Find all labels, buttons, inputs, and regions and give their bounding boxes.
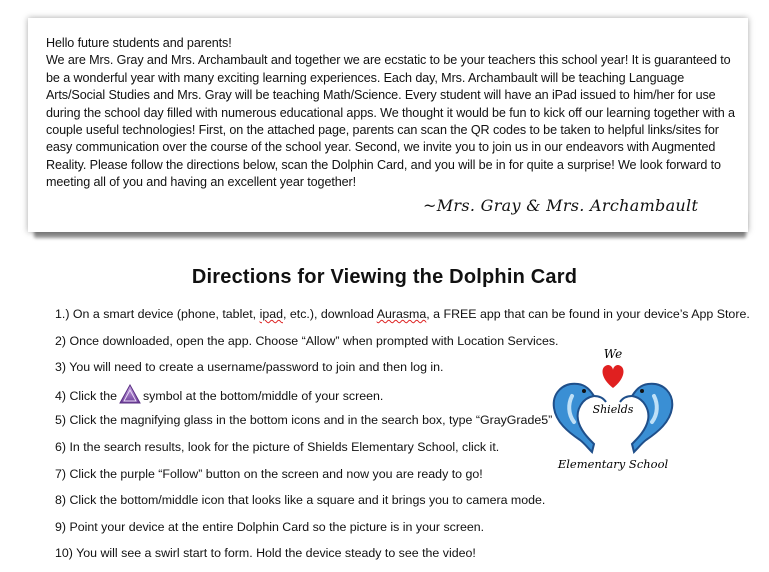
step-6: 6) In the search results, look for the picture of Shields Elementary School, click it. — [55, 439, 500, 454]
step-4-after: symbol at the bottom/middle of your screen. — [142, 388, 384, 403]
step-9: 9) Point your device at the entire Dolphin Card so the picture is in your screen. — [55, 519, 485, 534]
step-1-text-c: , etc.), download — [283, 307, 377, 321]
step-3: 3) You will need to create a username/password to join and then log in. — [55, 360, 444, 375]
letter-greeting: Hello future students and parents! — [46, 36, 232, 50]
step-7: 7) Click the purple “Follow” button on the screen and now you are ready to go! — [55, 466, 483, 481]
step-2: 2) Once downloaded, open the app. Choose “Allow” when prompted with Location Services. — [55, 333, 559, 348]
step-8: 8) Click the bottom/middle icon that looks like a square and it brings you to camera mode. — [55, 493, 546, 508]
dolphin-logo — [548, 344, 678, 474]
logo-top-text: We — [603, 347, 623, 361]
letter-body — [46, 35, 740, 192]
logo-middle-text: Shields — [592, 403, 634, 416]
step-1-text-e: , a FREE app that can be found in your device’s App Store. — [426, 307, 750, 321]
step-1-text-a: 1.) On a smart device (phone, tablet, — [55, 307, 260, 321]
step-1 — [55, 304, 750, 331]
logo-bottom-text: Elementary School — [557, 457, 669, 471]
step-10: 10) You will see a swirl start to form. Hold the device steady to see the video! — [55, 546, 476, 561]
step-1-aurasma: Aurasma — [376, 307, 427, 321]
step-5: 5) Click the magnifying glass in the bottom icons and in the search box, type “GrayGrade5” — [55, 413, 553, 428]
step-4-before: 4) Click the — [55, 388, 117, 403]
dolphin-icon — [554, 384, 606, 452]
aurasma-triangle-icon — [119, 384, 141, 410]
dolphin-icon — [620, 384, 672, 452]
step-1-ipad: ipad — [259, 307, 283, 321]
heart-icon — [603, 365, 624, 388]
directions-title: Directions for Viewing the Dolphin Card — [191, 266, 578, 288]
letter-note — [28, 18, 748, 232]
letter-paragraph: We are Mrs. Gray and Mrs. Archambault and together we are ecstatic to be your teachers this school year! It is guaranteed to be a wonderful year with many exciting learning experiences. Each day, Mrs. Archambault will be teaching Language Arts/Social Studies and Mrs. Gray will be teaching Math/Science. Every student will have an iPad issued to him/her for use during the school day filled with numerous educational apps. We thought it would be fun to kick off our learning together with a couple useful technologies! First, on the attached page, parents can scan the QR codes to be taken to helpful links/sites for easy communication over the course of the school year. Second, we invite you to join us in our endeavors with Augmented Reality. Please follow the directions below, scan the Dolphin Card, and you will be in for quite a surprise! We look forward to meeting all of you and having an excellent year together! — [46, 53, 735, 190]
letter-signature: ~Mrs. Gray & Mrs. Archambault — [423, 196, 699, 215]
